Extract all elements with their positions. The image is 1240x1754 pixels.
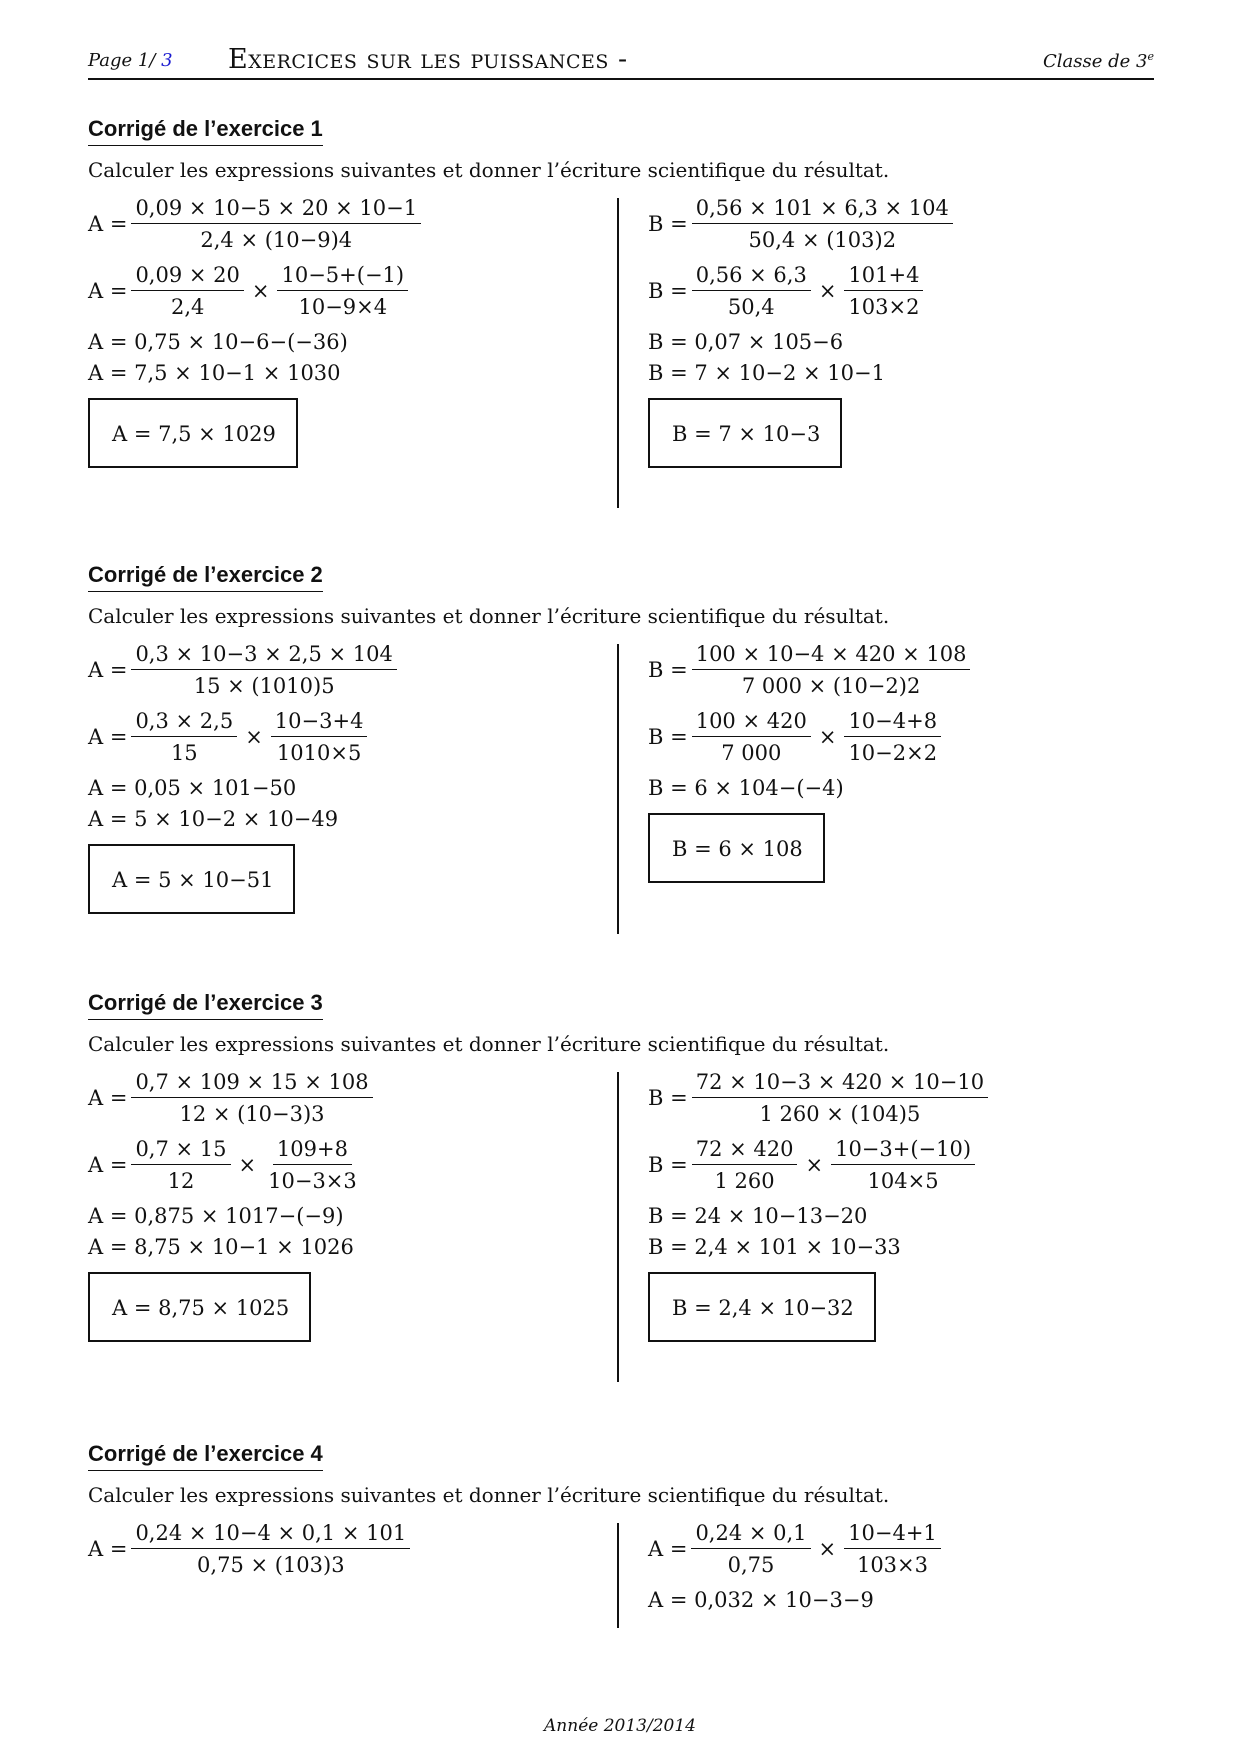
- fraction: $\frac{0,7 \times 15}{12}$: [131, 1139, 230, 1192]
- fraction: $\frac{0,24 \times 0,1}{0,75}$: [691, 1523, 810, 1576]
- fraction: $\frac{0,56 \times 6,3}{50,4}$: [692, 265, 811, 318]
- fraction: $\frac{10-5+(-1)}{10-9\times 4}$: [277, 265, 408, 318]
- step-line: B = 0,07 × 105−6: [648, 330, 844, 354]
- fraction: $\frac{0,7 \times 109 \times 15 \times 108}{12 \times (10-3)3}$: [131, 1072, 372, 1125]
- exercise-intro: Calculer les expressions suivantes et donner l’écriture scientifique du résultat.: [88, 1483, 890, 1507]
- exercise-1: [88, 116, 1154, 508]
- expression-a-continued: [648, 1523, 1148, 1621]
- fraction: $\frac{100 \times 10-4 \times 420 \times 108}{7 000 \times (10-2)2}$: [692, 644, 971, 697]
- expression-a: [88, 198, 608, 468]
- step-line: A = 0,032 × 10−3−9: [648, 1588, 874, 1612]
- step-line: B = 2,4 × 101 × 10−33: [648, 1235, 901, 1259]
- exercise-title: Corrigé de l’exercice 1: [88, 116, 323, 146]
- step-line: A = $\frac{0,3 \times 10-3 \times 2,5 \times 104}{15 \times (1010)5}$: [88, 644, 608, 697]
- fraction: $\frac{0,24 \times 10-4 \times 0,1 \times 101}{0,75 \times (103)3}$: [131, 1523, 410, 1576]
- exercise-intro: Calculer les expressions suivantes et donner l’écriture scientifique du résultat.: [88, 158, 890, 182]
- exercise-title: Corrigé de l’exercice 4: [88, 1441, 323, 1471]
- fraction: $\frac{101+4}{103\times 2}$: [844, 265, 923, 318]
- fraction: $\frac{72 \times 10-3 \times 420 \times 10-10}{1 260 \times (104)5}$: [692, 1072, 988, 1125]
- page-header: [88, 42, 1154, 80]
- column-separator: [617, 644, 619, 934]
- column-separator: [617, 1072, 619, 1382]
- exercise-2: [88, 562, 1154, 934]
- fraction: $\frac{0,09 \times 10-5 \times 20 \times 10-1}{2,4 \times (10-9)4}$: [131, 198, 421, 251]
- exercise-title: Corrigé de l’exercice 3: [88, 990, 323, 1020]
- result-box: B = 2,4 × 10−32: [648, 1272, 876, 1342]
- step-line: B = 24 × 10−13−20: [648, 1204, 868, 1228]
- result-box: A = 8,75 × 1025: [88, 1272, 311, 1342]
- fraction: $\frac{0,09 \times 20}{2,4}$: [131, 265, 243, 318]
- step-line: A = 0,875 × 1017−(−9): [88, 1204, 344, 1228]
- page-number: Page 1/ 3: [88, 50, 173, 71]
- page-title: Exercices sur les puissances -: [228, 44, 628, 75]
- result-box: A = 5 × 10−51: [88, 844, 295, 914]
- step-line: B = 6 × 104−(−4): [648, 776, 844, 800]
- expression-b: [648, 644, 1148, 883]
- page-footer: Année 2013/2014: [544, 1716, 696, 1736]
- step-line: A = 8,75 × 10−1 × 1026: [88, 1235, 354, 1259]
- step-line: B = $\frac{100 \times 10-4 \times 420 \times 108}{7 000 \times (10-2)2}$: [648, 644, 1148, 697]
- step-line: B = 7 × 10−2 × 10−1: [648, 361, 885, 385]
- step-line: A = 0,75 × 10−6−(−36): [88, 330, 348, 354]
- column-separator: [617, 1523, 619, 1628]
- step-line: B = $\frac{100 \times 420}{7 000}$ × $\frac{10-4+8}{10-2\times 2}$: [648, 711, 1148, 764]
- step-line: B = $\frac{72 \times 10-3 \times 420 \times 10-10}{1 260 \times (104)5}$: [648, 1072, 1148, 1125]
- step-line: B = $\frac{0,56 \times 101 \times 6,3 \times 104}{50,4 \times (103)2}$: [648, 198, 1148, 251]
- expression-b: [648, 1072, 1148, 1342]
- fraction: $\frac{0,3 \times 10-3 \times 2,5 \times 104}{15 \times (1010)5}$: [131, 644, 396, 697]
- page-total-link[interactable]: 3: [161, 50, 173, 71]
- expression-b: [648, 198, 1148, 468]
- fraction: $\frac{10-4+8}{10-2\times 2}$: [844, 711, 941, 764]
- step-line: A = $\frac{0,09 \times 10-5 \times 20 \times 10-1}{2,4 \times (10-9)4}$: [88, 198, 608, 251]
- fraction: $\frac{72 \times 420}{1 260}$: [692, 1139, 798, 1192]
- step-line: A = 0,05 × 101−50: [88, 776, 297, 800]
- step-line: B = $\frac{0,56 \times 6,3}{50,4}$ × $\frac{101+4}{103\times 2}$: [648, 265, 1148, 318]
- result-box: A = 7,5 × 1029: [88, 398, 298, 468]
- expression-a: [88, 644, 608, 914]
- result-box: B = 7 × 10−3: [648, 398, 842, 468]
- step-line: B = $\frac{72 \times 420}{1 260}$ × $\frac{10-3+(-10)}{104\times 5}$: [648, 1139, 1148, 1192]
- fraction: $\frac{100 \times 420}{7 000}$: [692, 711, 811, 764]
- result-box: B = 6 × 108: [648, 813, 825, 883]
- step-line: A = $\frac{0,09 \times 20}{2,4}$ × $\frac{10-5+(-1)}{10-9\times 4}$: [88, 265, 608, 318]
- step-line: A = $\frac{0,3 \times 2,5}{15}$ × $\frac{10-3+4}{1010\times 5}$: [88, 711, 608, 764]
- step-line: A = $\frac{0,7 \times 109 \times 15 \times 108}{12 \times (10-3)3}$: [88, 1072, 608, 1125]
- step-line: A = 7,5 × 10−1 × 1030: [88, 361, 341, 385]
- class-label: Classe de 3e: [1043, 50, 1154, 72]
- fraction: $\frac{0,3 \times 2,5}{15}$: [131, 711, 237, 764]
- column-separator: [617, 198, 619, 508]
- fraction: $\frac{0,56 \times 101 \times 6,3 \times 104}{50,4 \times (103)2}$: [692, 198, 953, 251]
- step-line: A = 5 × 10−2 × 10−49: [88, 807, 339, 831]
- step-line: A = $\frac{0,24 \times 10-4 \times 0,1 \times 101}{0,75 \times (103)3}$: [88, 1523, 608, 1576]
- exercise-intro: Calculer les expressions suivantes et donner l’écriture scientifique du résultat.: [88, 604, 890, 628]
- expression-a: [88, 1523, 608, 1590]
- exercise-4: [88, 1441, 1154, 1628]
- fraction: $\frac{10-4+1}{103\times 3}$: [844, 1523, 941, 1576]
- fraction: $\frac{10-3+(-10)}{104\times 5}$: [831, 1139, 975, 1192]
- exercise-3: [88, 990, 1154, 1382]
- exercise-intro: Calculer les expressions suivantes et donner l’écriture scientifique du résultat.: [88, 1032, 890, 1056]
- exercise-title: Corrigé de l’exercice 2: [88, 562, 323, 592]
- fraction: $\frac{109+8}{10-3\times 3}$: [268, 1137, 357, 1193]
- expression-a: [88, 1072, 608, 1342]
- step-line: A = $\frac{0,24 \times 0,1}{0,75}$ × $\frac{10-4+1}{103\times 3}$: [648, 1523, 1148, 1576]
- step-line: A = $\frac{0,7 \times 15}{12}$ × $\frac{109+8}{10-3\times 3}$: [88, 1139, 608, 1192]
- fraction: $\frac{10-3+4}{1010\times 5}$: [271, 711, 368, 764]
